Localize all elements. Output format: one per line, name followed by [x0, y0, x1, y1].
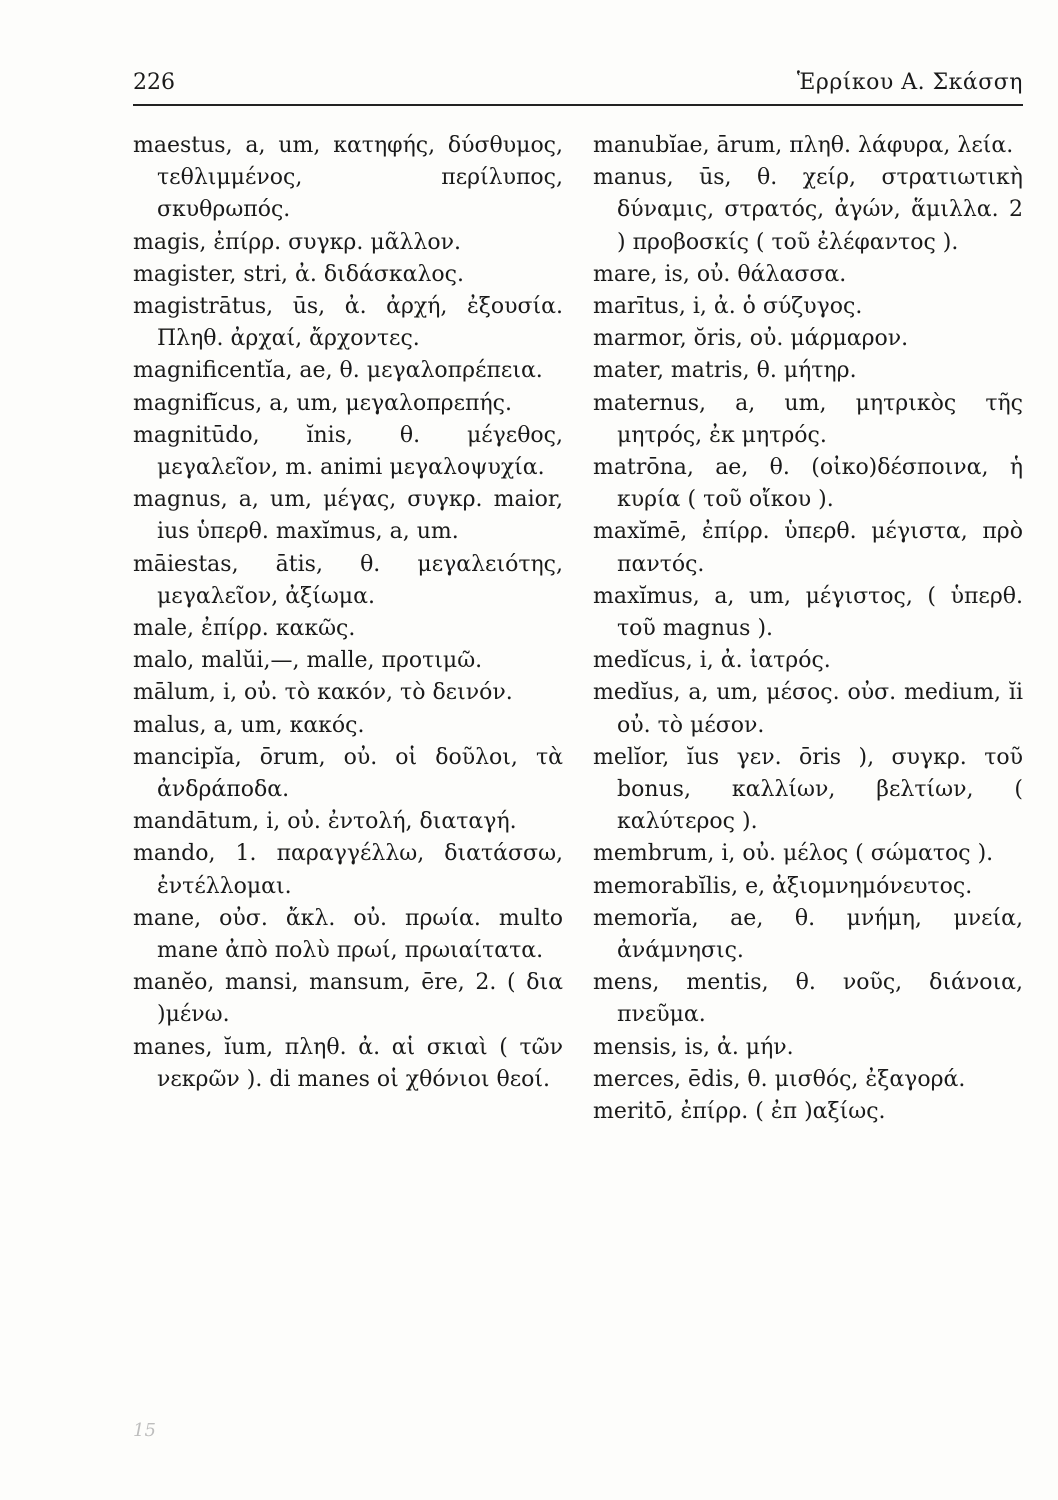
dictionary-entry: memorabĭlis, e, ἀξιομνημόνευτος.: [593, 873, 973, 899]
dictionary-entry: manus, ūs, θ. χείρ, στρατιωτικὴ δύναμις, στρατός, ἀγών, ἅμιλλα. 2 ) προβοσκίς ( τοῦ ἐλέφαντος ).: [593, 165, 1023, 255]
left-column: [133, 130, 563, 1096]
right-column: [593, 130, 1023, 1128]
dictionary-entry: matrōna, ae, θ. (οἰκο)δέσποινα, ἡ κυρία ( τοῦ οἴκου ).: [593, 455, 1023, 513]
dictionary-entry: mane, οὐσ. ἄκλ. οὐ. πρωία. multo mane ἀπὸ πολὺ πρωί, πρωιαίτατα.: [133, 905, 563, 964]
dictionary-entry: mater, matris, θ. μήτηρ.: [593, 358, 857, 384]
dictionary-entry: membrum, i, οὐ. μέλος ( σώματος ).: [593, 841, 994, 867]
dictionary-entry: medĭus, a, um, μέσος. οὐσ. medium, ĭi οὐ. τὸ μέσον.: [593, 680, 1023, 738]
dictionary-entry: mare, is, οὐ. θάλασσα.: [593, 261, 847, 287]
dictionary-entry: mandātum, i, οὐ. ἐντολή, διαταγή.: [133, 809, 517, 835]
dictionary-entry: magistrātus, ūs, ἀ. ἀρχή, ἐξουσία. Πληθ. ἀρχαί, ἄρχοντες.: [133, 294, 563, 352]
dictionary-entry: medĭcus, i, ἀ. ἰατρός.: [593, 648, 831, 674]
dictionary-entry: manĕo, mansi, mansum, ēre, 2. ( δια )μένω.: [133, 970, 563, 1028]
dictionary-entry: merces, ēdis, θ. μισθός, ἐξαγορά.: [593, 1066, 966, 1092]
dictionary-entry: manes, ĭum, πληθ. ἀ. αἱ σκιαὶ ( τῶν νεκρῶν ). di manes οἱ χθόνιοι θεοί.: [133, 1034, 563, 1092]
dictionary-entry: mando, 1. παραγγέλλω, διατάσσω, ἐντέλλομαι.: [133, 841, 563, 899]
dictionary-entry: maternus, a, um, μητρικὸς τῆς μητρός, ἐκ μητρός.: [593, 390, 1023, 448]
dictionary-entry: malo, malŭi,—, malle, προτιμῶ.: [133, 648, 483, 674]
dictionary-entry: magister, stri, ἀ. διδάσκαλος.: [133, 261, 464, 287]
page-header: [133, 70, 1023, 106]
dictionary-entry: memorĭa, ae, θ. μνήμη, μνεία, ἀνάμνησις.: [593, 905, 1023, 964]
dictionary-entry: mālum, i, οὐ. τὸ κακόν, τὸ δεινόν.: [133, 680, 513, 706]
dictionary-entry: maxĭmē, ἐπίρρ. ὑπερθ. μέγιστα, πρὸ παντός.: [593, 519, 1023, 577]
signature-mark: 15: [133, 1420, 156, 1441]
running-head: Ἑρρίκου Α. Σκάσση: [796, 70, 1023, 95]
page-number: 226: [133, 70, 175, 95]
dictionary-entry: magnitūdo, ĭnis, θ. μέγεθος, μεγαλεῖον, m. animi μεγαλοψυχία.: [133, 422, 563, 481]
dictionary-entry: māiestas, ātis, θ. μεγαλειότης, μεγαλεῖον, ἀξίωμα.: [133, 551, 563, 609]
dictionary-entry: marmor, ŏris, οὐ. μάρμαρον.: [593, 326, 909, 352]
dictionary-entry: melĭor, ĭus γεν. ōris ), συγκρ. τοῦ bonus, καλλίων, βελτίων, ( καλύτερος ).: [593, 744, 1023, 835]
dictionary-entry: malus, a, um, κακός.: [133, 712, 365, 738]
dictionary-entry: male, ἐπίρρ. κακῶς.: [133, 616, 356, 642]
dictionary-entry: meritō, ἐπίρρ. ( ἐπ )αξίως.: [593, 1099, 886, 1125]
dictionary-entry: magis, ἐπίρρ. συγκρ. μᾶλλον.: [133, 229, 461, 255]
dictionary-entry: mancipĭa, ōrum, οὐ. οἱ δοῦλοι, τὰ ἀνδράποδα.: [133, 744, 563, 803]
dictionary-entry: magnificentĭa, ae, θ. μεγαλοπρέπεια.: [133, 358, 543, 384]
dictionary-entry: magnifĭcus, a, um, μεγαλοπρεπής.: [133, 390, 512, 416]
dictionary-entry: maestus, a, um, κατηφής, δύσθυμος, τεθλιμμένος, περίλυπος, σκυθρωπός.: [133, 133, 563, 223]
dictionary-entry: manubĭae, ārum, πληθ. λάφυρα, λεία.: [593, 133, 1014, 158]
dictionary-entry: maxĭmus, a, um, μέγιστος, ( ὑπερθ. τοῦ magnus ).: [593, 583, 1023, 642]
dictionary-entry: mens, mentis, θ. νοῦς, διάνοια, πνεῦμα.: [593, 970, 1023, 1028]
header-rule: [133, 104, 1023, 106]
dictionary-entry: magnus, a, um, μέγας, συγκρ. maior, ius ὑπερθ. maxĭmus, a, um.: [133, 487, 563, 545]
dictionary-entry: mensis, is, ἀ. μήν.: [593, 1034, 794, 1060]
dictionary-entry: marītus, i, ἀ. ὁ σύζυγος.: [593, 294, 863, 320]
